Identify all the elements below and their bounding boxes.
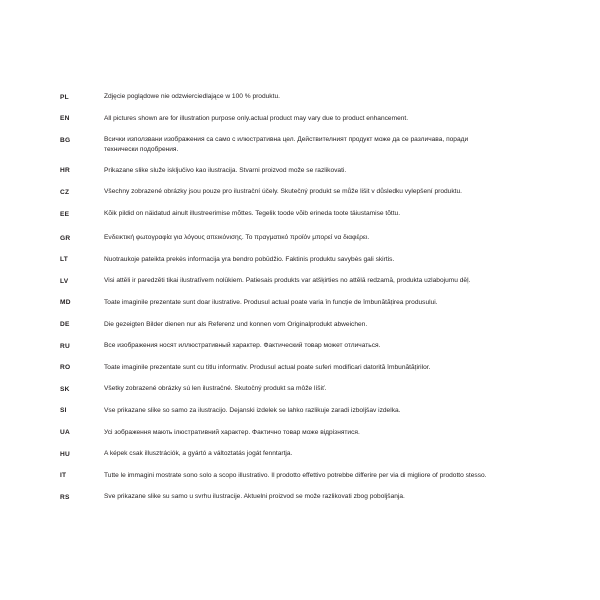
disclaimer-text: Tutte le immagini mostrate sono solo a scopo illustrativo. Il prodotto effettivo potrebbe differire per via di migliore of prodotto stesso. <box>104 471 487 479</box>
language-code: UA <box>60 429 70 436</box>
disclaimer-text: Все изображения носят иллюстративный характер. Фактический товар может отличаться. <box>104 342 381 350</box>
language-code: HU <box>60 450 70 458</box>
language-code: PL <box>60 93 69 101</box>
disclaimer-text: Všetky zobrazené obrázky sú len ilustračné. Skutočný produkt sa môže líšiť. <box>104 385 327 393</box>
language-code: RU <box>60 342 70 350</box>
disclaimer-row <box>60 209 540 219</box>
language-code: RO <box>60 364 71 372</box>
disclaimer-text: Zdjęcie poglądowe nie odzwierciedlające w 100 % produktu. <box>104 93 280 100</box>
language-code: BG <box>60 136 71 144</box>
disclaimer-row <box>60 276 540 286</box>
language-code: HR <box>60 167 70 175</box>
disclaimer-text: Усі зображення мають ілюстративний характер. Фактично товар може відрізнятися. <box>104 428 360 436</box>
disclaimer-text: Ενδεικτική φωτογραφία για λόγους απεικόνισης. Το πραγματικό προϊόν μπορεί να διαφέρει. <box>104 234 370 242</box>
disclaimer-row <box>60 471 540 481</box>
disclaimer-row <box>60 255 540 265</box>
language-code: CZ <box>60 188 70 196</box>
disclaimer-row <box>60 406 540 416</box>
disclaimer-text: Toate imaginile prezentate sunt cu titlu informativ. Produsul actual poate suferi modificari datorită îmbunătățirilor. <box>104 363 431 371</box>
disclaimer-text: Všechny zobrazené obrázky jsou pouze pro ilustrační účely. Skutečný produkt se může lišit v důsledku vylepšení produktu. <box>104 188 462 196</box>
disclaimer-row <box>60 341 540 351</box>
language-disclaimer-list <box>60 92 540 502</box>
language-code: EE <box>60 210 70 218</box>
disclaimer-row <box>60 92 540 102</box>
language-code: LT <box>60 256 68 264</box>
disclaimer-text: Prikazane slike služe isključivo kao ilustracija. Stvarni proizvod može se razlikovati. <box>104 166 347 174</box>
disclaimer-row <box>60 363 540 373</box>
disclaimer-row <box>60 166 540 176</box>
disclaimer-row <box>60 492 540 502</box>
disclaimer-text: All pictures shown are for illustration purpose only.actual product may vary due to product enhancement. <box>104 114 409 122</box>
disclaimer-text: A képek csak illusztrációk, a gyártó a változtatás jogát fenntartja. <box>104 450 293 458</box>
language-code: EN <box>60 115 70 123</box>
language-code: MD <box>60 299 71 307</box>
language-code: GR <box>60 234 71 242</box>
disclaimer-text: Nuotraukoje pateikta prekės informacija yra bendro pobūdžio. Faktinis produktu savybės gali skirtis. <box>104 255 395 263</box>
disclaimer-text: Kõik pildid on näidatud ainult illustreerimise mõttes. Tegelik toode võib erineda toote täiustamise tõttu. <box>104 210 401 218</box>
disclaimer-row <box>60 233 540 243</box>
language-code: SK <box>60 385 70 393</box>
disclaimer-row <box>60 187 540 197</box>
disclaimer-row <box>60 428 540 438</box>
disclaimer-row <box>60 449 540 459</box>
disclaimer-row <box>60 320 540 330</box>
language-code: DE <box>60 321 70 329</box>
disclaimer-row <box>60 298 540 308</box>
disclaimer-text: Die gezeigten Bilder dienen nur als Referenz und konnen vom Originalprodukt abweichen. <box>104 320 368 328</box>
disclaimer-row <box>60 114 540 124</box>
disclaimer-row <box>60 384 540 394</box>
language-code: LV <box>60 277 69 285</box>
disclaimer-text: Vse prikazane slike so samo za ilustracijo. Dejanski izdelek se lahko razlikuje zaradi izboljšav izdelka. <box>104 406 401 414</box>
language-code: RS <box>60 493 70 501</box>
language-code: IT <box>60 472 67 480</box>
disclaimer-row <box>60 135 540 154</box>
language-code: SI <box>60 407 67 415</box>
disclaimer-text: Visi attēli ir paredzēti tikai ilustratīvem nolūkiem. Patiesais produkts var atšķirties no attēlā redzamā, produkta uzlabojumu dēļ. <box>104 277 471 285</box>
disclaimer-text: Всички използвани изображения са само с илюстративна цел. Действителният продукт може да се различава, поради технически подобрения. <box>104 136 469 153</box>
disclaimer-text: Sve prikazane slike su samo u svrhu ilustracije. Aktuelni proizvod se može razlikovati zbog poboljšanja. <box>104 493 405 501</box>
disclaimer-text: Toate imaginile prezentate sunt doar ilustrative. Produsul actual poate varia în funcție de îmbunătățirea produsului. <box>104 298 438 306</box>
